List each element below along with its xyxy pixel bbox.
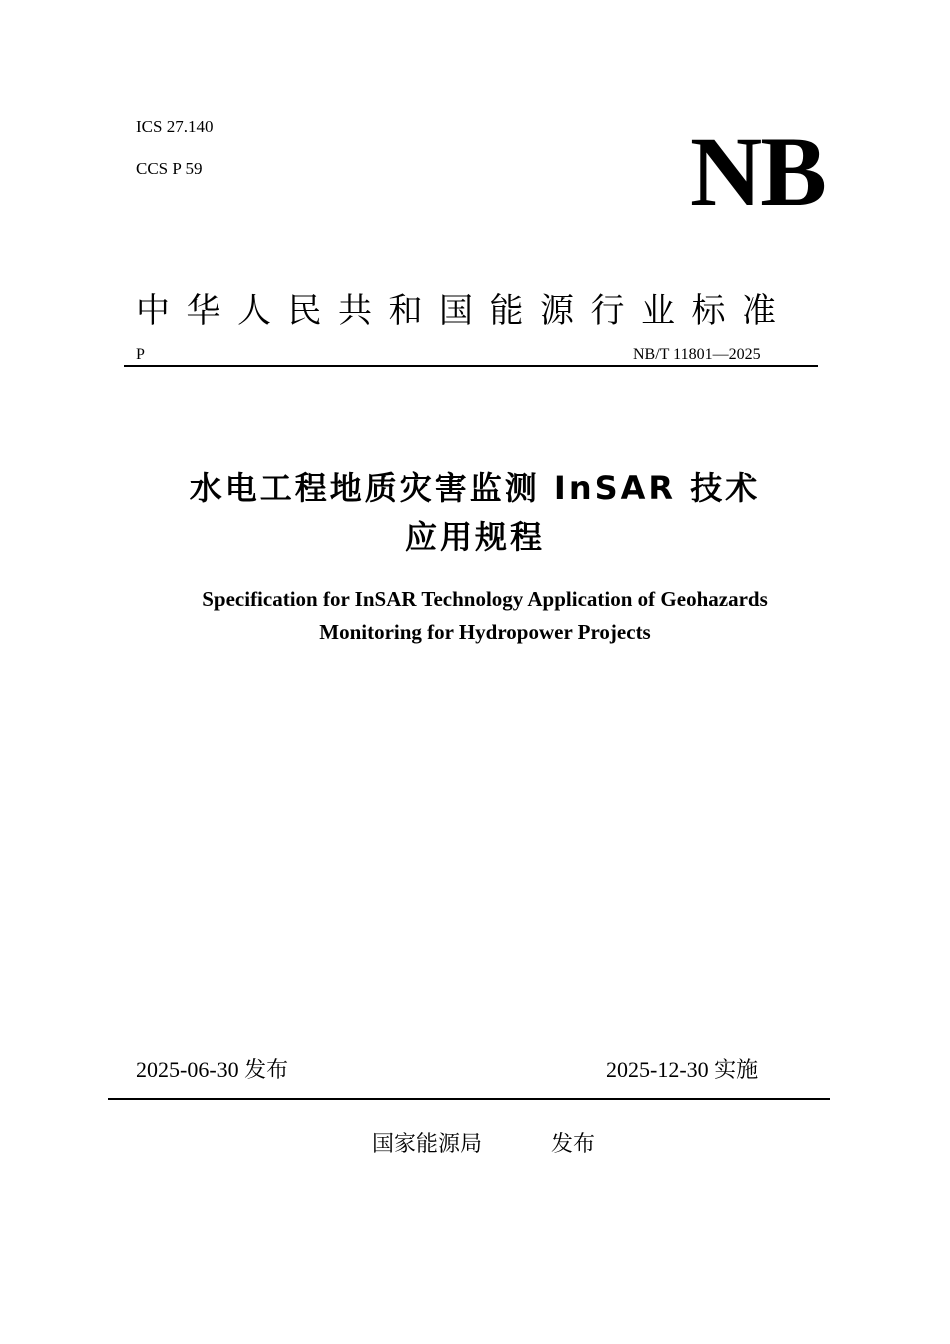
publication-date: 2025-06-30 发布: [136, 1057, 289, 1082]
issuing-authority: 国家能源局: [372, 1132, 483, 1157]
bottom-divider: [108, 1098, 830, 1100]
ccs-code: CCS P 59: [136, 159, 203, 178]
top-divider: [124, 365, 818, 367]
standard-category-title: 中华人民共和国能源行业标准: [136, 291, 793, 331]
standard-number: NB/T 11801—2025: [633, 346, 761, 363]
chinese-title-line-2: 应用规程: [404, 518, 545, 556]
ics-code: ICS 27.140: [136, 117, 214, 136]
implementation-date: 2025-12-30 实施: [606, 1057, 759, 1082]
english-title-line-2: Monitoring for Hydropower Projects: [319, 620, 651, 644]
classification-letter: P: [136, 346, 145, 363]
chinese-title-line-1: 水电工程地质灾害监测 InSAR 技术: [189, 469, 761, 507]
issued-label: 发布: [551, 1132, 596, 1157]
english-title-line-1: Specification for InSAR Technology Application of Geohazards: [202, 587, 768, 611]
standard-mark: NB: [690, 116, 825, 227]
